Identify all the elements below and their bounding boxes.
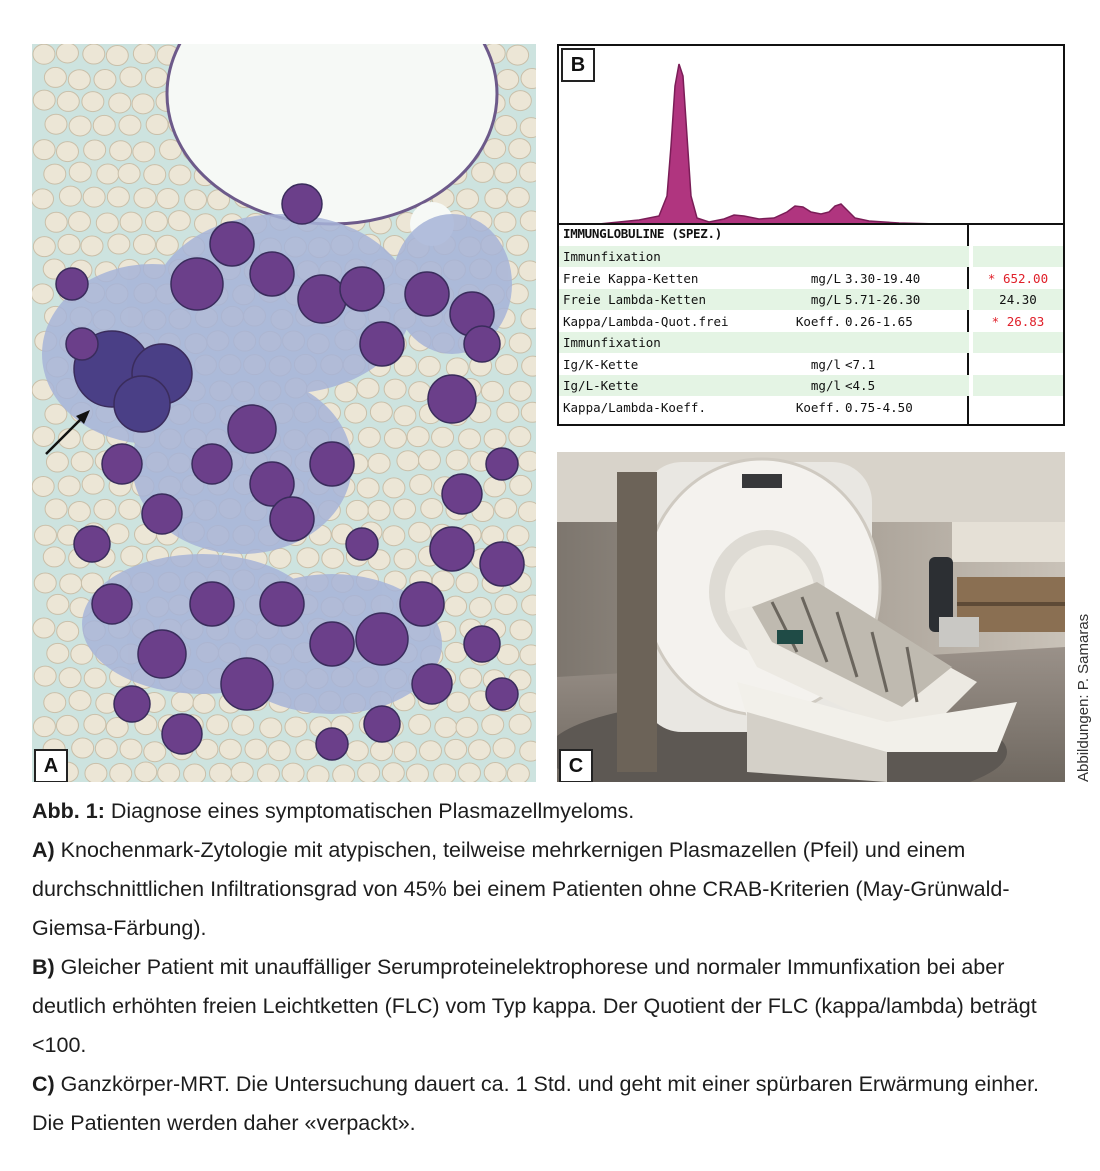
row-name: Freie Kappa-Ketten xyxy=(563,270,699,286)
row-reference-range: 0.26-1.65 xyxy=(845,313,913,329)
row-name: Kappa/Lambda-Koeff. xyxy=(563,399,706,415)
figure-label: Abb. 1: xyxy=(32,799,105,823)
table-row xyxy=(559,311,969,332)
table-row xyxy=(559,354,969,375)
row-name: Ig/L-Kette xyxy=(563,378,639,393)
caption-a-label: A) xyxy=(32,838,55,862)
row-name: Immunfixation xyxy=(563,335,661,350)
panel-a-bone-marrow-cytology xyxy=(32,44,536,782)
row-name: Ig/K-Kette xyxy=(563,356,639,372)
caption-c xyxy=(32,1065,1072,1143)
caption-b-label: B) xyxy=(32,955,55,979)
table-row xyxy=(559,268,969,289)
row-value: * 26.83 xyxy=(991,313,1045,329)
row-value: 24.30 xyxy=(999,292,1037,307)
electrophoresis-curve xyxy=(559,64,1063,224)
row-reference-range: <4.5 xyxy=(845,378,876,393)
panel-c-mri-photo xyxy=(557,452,1065,782)
row-reference-range: <7.1 xyxy=(845,356,876,372)
row-unit: Koeff. xyxy=(795,313,841,329)
mri-scanner-image xyxy=(557,452,1065,782)
figure-title: Diagnose eines symptomatischen Plasmazellmyeloms. xyxy=(110,799,635,823)
panel-a-label: A xyxy=(34,749,68,782)
caption-b-text: Gleicher Patient mit unauffälliger Serumproteinelektrophorese und normaler Immunfixation bei aber deutlich erhöhten freien Leichtketten (FLC) vom Typ kappa. Der Quotient der FLC (kappa/lambda) beträgt <100. xyxy=(32,955,1037,1057)
table-row xyxy=(559,375,969,396)
caption-a xyxy=(32,831,1072,948)
caption-title-line xyxy=(32,792,1072,831)
row-reference-range: 5.71-26.30 xyxy=(845,292,921,307)
table-row xyxy=(559,246,969,267)
caption-c-label: C) xyxy=(32,1072,55,1096)
row-name: Freie Lambda-Ketten xyxy=(563,292,706,307)
cytology-image xyxy=(32,44,536,782)
lab-results-table xyxy=(559,224,1063,424)
row-name: Kappa/Lambda-Quot.frei xyxy=(563,313,729,329)
panel-b-label: B xyxy=(561,48,595,82)
table-row xyxy=(559,289,969,310)
figure-caption xyxy=(32,792,1072,1143)
row-name: Immunfixation xyxy=(563,249,661,264)
image-credit: Abbildungen: P. Samaras xyxy=(1075,613,1092,782)
row-value: * 652.00 xyxy=(987,270,1049,286)
table-row xyxy=(559,332,969,353)
table-title: IMMUNGLOBULINE (SPEZ.) xyxy=(563,226,722,241)
caption-c-text: Ganzkörper-MRT. Die Untersuchung dauert ca. 1 Std. und geht mit einer spürbaren Erwärmung einher. Die Patienten werden daher «verpackt». xyxy=(32,1072,1040,1135)
row-unit: mg/l xyxy=(810,356,841,372)
row-unit: mg/L xyxy=(810,270,841,286)
caption-a-text: Knochenmark-Zytologie mit atypischen, teilweise mehrkernigen Plasmazellen (Pfeil) und einem durchschnittlichen Infiltrationsgrad von 45% bei einem Patienten ohne CRAB-Kriterien (May-Grünwald-Giemsa-Färbung). xyxy=(32,838,1010,940)
row-reference-range: 3.30-19.40 xyxy=(845,270,921,286)
panel-c-label: C xyxy=(559,749,593,782)
row-unit: mg/l xyxy=(810,378,841,393)
panel-b-electrophoresis xyxy=(557,44,1065,426)
caption-b xyxy=(32,948,1072,1065)
electrophoresis-trace xyxy=(559,46,1063,228)
row-unit: mg/L xyxy=(810,292,841,307)
table-row xyxy=(559,397,969,418)
row-reference-range: 0.75-4.50 xyxy=(845,399,913,415)
row-unit: Koeff. xyxy=(795,399,841,415)
